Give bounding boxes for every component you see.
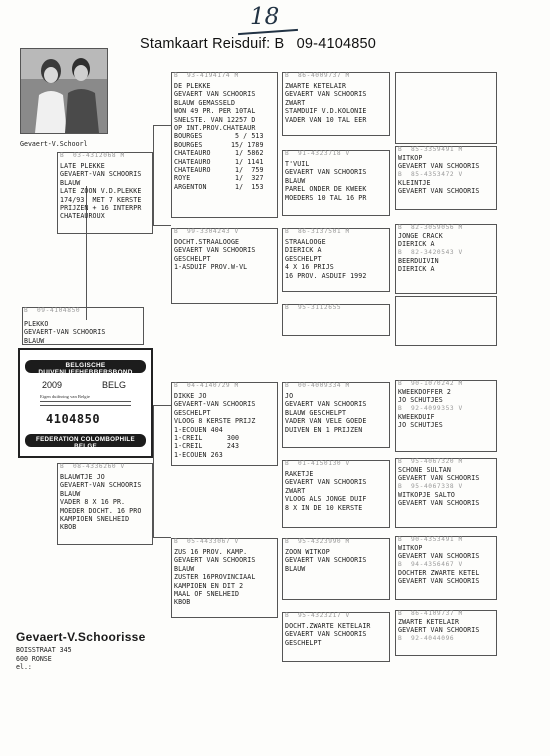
gen3-ring: B 86-4009737 M xyxy=(285,72,350,79)
gen3-line: 8 X IN DE 10 KERSTE xyxy=(285,503,363,512)
gen2-ds-line: 1-CREIL 243 xyxy=(174,442,240,451)
gen4-ring: B 85-3359491 M xyxy=(398,146,463,153)
connector-line xyxy=(153,405,171,406)
gen4-line: KWEEKDOFFER 2 xyxy=(398,388,451,396)
gen3-line: MOEDERS 10 TAL 16 PR xyxy=(285,193,367,202)
gen4-line: WITKOPJE SALTO xyxy=(398,490,455,499)
gen3-line: GEVAERT VAN SCHOORIS xyxy=(285,630,367,639)
gen3-line: 4 X 16 PRIJS xyxy=(285,263,334,272)
gen2-ds-line: GEVAERT-VAN SCHOORIS xyxy=(174,400,256,409)
dam-line: GEVAERT-VAN SCHOORIS xyxy=(60,481,142,490)
gen2-ss-line: CHATEAURO 1/ 1141 xyxy=(174,157,264,166)
gen3-line: STRAALOOGE xyxy=(285,238,326,246)
gen3-line: BLAUW xyxy=(285,176,306,185)
gen3-line: GESCHELPT xyxy=(285,638,322,647)
gen4-line: ZWARTE KETELAIR xyxy=(398,618,460,626)
gen4-line: GEVAERT VAN SCHOORIS xyxy=(398,474,480,483)
sire-line: PRIJZEN + 16 INTERPR xyxy=(60,204,142,212)
gen4-ring: B 90-1070242 M xyxy=(398,380,463,387)
gen2-ds-line: GESCHELPT xyxy=(174,408,211,417)
gen3-line: ZWART xyxy=(285,98,306,107)
gen4-ring: B 92-4099353 V xyxy=(398,404,463,412)
gen3-line: VLOOG ALS JONGE DUIF xyxy=(285,495,367,504)
gen3-ring: B 01-4150130 V xyxy=(285,460,350,467)
gen3-line: GEVAERT VAN SCHOORIS xyxy=(285,400,367,409)
gen2-ss-line: ARGENTON 1/ 153 xyxy=(174,182,264,191)
gen4-line: KLEINTJE xyxy=(398,178,431,187)
gen3-line: GEVAERT VAN SCHOORIS xyxy=(285,168,367,177)
dam-line: BLAUWTJE JO xyxy=(60,473,105,481)
connector-line xyxy=(153,125,154,225)
gen3-line: BLAUW xyxy=(285,564,306,573)
gen4-line: DIERICK A xyxy=(398,240,435,249)
gen2-sd-line: 1-ASDUIF PROV.W-VL xyxy=(174,263,248,272)
gen3-line: GEVAERT VAN SCHOORIS xyxy=(285,478,367,487)
gen3-line: GESCHELPT xyxy=(285,254,322,263)
gen4-box xyxy=(395,72,497,144)
gen3-ring: B 95-3112655 xyxy=(285,304,342,311)
gen3-line: 16 PROV. ASDUIF 1992 xyxy=(285,271,367,280)
gen4-line: KWEEKDUIF xyxy=(398,412,435,421)
gen4-line: GEVAERT VAN SCHOORIS xyxy=(398,552,480,561)
sire-line: CHATEAUROUX xyxy=(60,212,105,221)
gen2-ss-line: ROYE 1/ 327 xyxy=(174,174,264,183)
title-prefix: Stamkaart Reisduif: B xyxy=(140,36,285,52)
gen2-dd-line: ZUS 16 PROV. KAMP. xyxy=(174,548,248,556)
gen2-dd-line: KAMPIOEN EN DIT 2 xyxy=(174,581,244,590)
gen3-line: T'VUIL xyxy=(285,160,310,168)
gen2-ss-ring: B 93-4194174 M xyxy=(174,72,239,79)
gen2-dd-line: ZUSTER 16PROVINCIAAL xyxy=(174,573,256,582)
owner-name: Gevaert-V.Schoorisse xyxy=(16,630,146,644)
sire-line: LATE ZOON V.D.PLEKKE xyxy=(60,187,142,196)
owner-tel: el.: xyxy=(16,663,32,671)
stamp-small-text: Eigen duifnring van Belgie xyxy=(40,394,90,399)
gen2-ss-line: CHATEAURO 1/ 759 xyxy=(174,166,264,174)
gen4-line: JO SCHUTJES xyxy=(398,421,443,430)
gen4-ring: B 90-4353491 M xyxy=(398,536,463,543)
dam-line: KAMPIOEN SNELHEID xyxy=(60,515,130,523)
gen3-line: STAMDUIF V.D.KOLONIE xyxy=(285,107,367,116)
gen3-line: VADER VAN VELE GOEDE xyxy=(285,417,367,426)
title-ring: 09-4104850 xyxy=(296,36,377,52)
gen2-ds-line: VLOOG 8 KERSTE PRIJZ xyxy=(174,417,256,426)
gen3-line: RAKETJE xyxy=(285,470,314,478)
connector-line xyxy=(153,225,171,226)
stamp-top-text: BELGISCHE DUIVENLIEFHEBBERSBOND xyxy=(38,362,133,376)
gen2-dd-line: MAAL OF SNELHEID xyxy=(174,590,240,598)
stamp-year: 2009 xyxy=(42,380,63,390)
dam-line: BLAUW xyxy=(60,489,81,498)
gen4-ring: B 85-4353472 V xyxy=(398,170,463,178)
gen2-sd-ring: B 99-3304243 V xyxy=(174,228,239,235)
gen3-line: ZWARTE KETELAIR xyxy=(285,82,347,90)
gen4-ring: B 86-4109737 M xyxy=(398,610,463,617)
photo-caption: Gevaert-V.Schoorl xyxy=(20,140,88,148)
gen3-line: ZOON WITKOP xyxy=(285,548,330,556)
gen3-line: GEVAERT VAN SCHOORIS xyxy=(285,90,367,99)
stamp-rule xyxy=(40,401,131,402)
gen2-ds-line: 1-CREIL 300 xyxy=(174,434,240,442)
gen2-ss-line: BOURGES 15/ 1789 xyxy=(174,140,264,149)
gen2-ds-ring: B 04-4140729 M xyxy=(174,382,239,389)
gen4-line: GEVAERT VAN SCHOORIS xyxy=(398,626,480,635)
gen2-ds-line: DIKKE JO xyxy=(174,392,207,400)
dam-line: VADER 8 X 16 PR. xyxy=(60,498,126,507)
gen3-line: JO xyxy=(285,392,294,400)
gen4-line: BEERDUIVIN xyxy=(398,256,439,265)
gen3-line: VADER VAN 10 TAL EER xyxy=(285,115,367,124)
gen3-ring: B 95-4323217 V xyxy=(285,612,350,619)
gen4-line: JONGE CRACK xyxy=(398,232,443,240)
stamp-number: 4104850 xyxy=(46,412,101,426)
sire-ring: B 03-4312068 M xyxy=(60,152,125,159)
page-number: 18 xyxy=(250,4,280,30)
owner-block xyxy=(16,630,146,672)
connector-line xyxy=(153,537,171,538)
subject-name: PLEKKO xyxy=(24,320,49,328)
gen4-line: GEVAERT VAN SCHOORIS xyxy=(398,577,480,586)
gen3-ring: B 86-3137501 M xyxy=(285,228,350,235)
gen3-line: DIERICK A xyxy=(285,246,322,255)
gen4-line: DOCHTER ZWARTE KETEL xyxy=(398,568,480,577)
gen3-line: GEVAERT VAN SCHOORIS xyxy=(285,556,367,565)
owner-street: BOISSTRAAT 345 xyxy=(16,646,72,654)
gen3-ring: B 00-4009334 M xyxy=(285,382,350,389)
gen3-line: ZWART xyxy=(285,486,306,495)
gen2-ss-line: BOURGES 5 / 513 xyxy=(174,132,264,141)
gen2-ss-line: WON 49 PR. PER 10TAL xyxy=(174,107,256,116)
sire-line: LATE PLEKKE xyxy=(60,162,105,170)
dam-line: KBOB xyxy=(60,523,77,532)
gen4-line: JO SCHUTJES xyxy=(398,396,443,405)
connector-line xyxy=(153,125,171,126)
gen3-line: PAREL ONDER DE KWEEK xyxy=(285,185,367,194)
gen2-dd-ring: B 05-4433067 V xyxy=(174,538,239,545)
gen4-line: GEVAERT VAN SCHOORIS xyxy=(398,162,480,171)
gen3-ring: B 91-4323718 V xyxy=(285,150,350,157)
dam-ring: B 08-4336260 V xyxy=(60,463,125,470)
connector-line xyxy=(153,405,154,537)
gen4-ring: B 82-3420543 V xyxy=(398,248,463,256)
gen2-dd-line: KBOB xyxy=(174,598,191,607)
gen2-sd-line: DOCHT.STRAALOOGE xyxy=(174,238,240,246)
gen3-line: DUIVEN EN 1 PRIJZEN xyxy=(285,425,363,434)
subject-ring: B 09-4104850 xyxy=(24,307,81,314)
gen2-ds-line: 1-ECOUEN 404 xyxy=(174,425,223,434)
page-title xyxy=(140,36,376,52)
gen2-sd-line: GEVAERT VAN SCHOORIS xyxy=(174,246,256,255)
gen4-line: DIERICK A xyxy=(398,265,435,274)
gen4-ring: B 94-4356467 V xyxy=(398,560,463,568)
gen3-ring: B 95-4323990 M xyxy=(285,538,350,545)
gen4-line: WITKOP xyxy=(398,154,423,162)
sire-line: GEVAERT-VAN SCHOORIS xyxy=(60,170,142,179)
ring-stamp xyxy=(18,348,153,458)
stamp-country: BELG xyxy=(102,380,127,390)
gen2-ss-line: SNELSTE. VAN 12257 D xyxy=(174,115,256,124)
gen2-ss-line: CHATEAURO 1/ 5862 xyxy=(174,149,264,158)
gen2-ss-line: BLAUW GEMASSELD xyxy=(174,98,236,107)
gen2-ss-line: GEVAERT VAN SCHOORIS xyxy=(174,90,256,99)
sire-line: 174/93 MET 7 KERSTE xyxy=(60,195,142,204)
sire-line: BLAUW xyxy=(60,178,81,187)
gen2-ss-line: DE PLEKKE xyxy=(174,82,211,90)
gen4-ring: B 82-3059056 M xyxy=(398,224,463,231)
gen2-sd-line: GESCHELPT xyxy=(174,254,211,263)
gen2-dd-line: GEVAERT VAN SCHOORIS xyxy=(174,556,256,565)
owner-photo xyxy=(20,48,108,134)
gen4-ring: B 95-4067320 M xyxy=(398,458,463,465)
gen4-line: GEVAERT VAN SCHOORIS xyxy=(398,187,480,196)
gen4-ring: B 92-4044096 xyxy=(398,634,455,642)
gen4-line: WITKOP xyxy=(398,544,423,552)
gen3-line: BLAUW GESCHELPT xyxy=(285,408,347,417)
stamp-bottom-text: FEDERATION COLOMBOPHILE BELGE xyxy=(36,436,135,450)
owner-city: 600 RONSE xyxy=(16,654,52,663)
gen2-ds-line: 1-ECOUEN 263 xyxy=(174,450,223,459)
stamp-rule xyxy=(40,405,131,406)
gen4-line: SCHONE SULTAN xyxy=(398,466,451,474)
subject-breeder: GEVAERT-VAN SCHOORIS xyxy=(24,328,106,337)
gen4-line: GEVAERT VAN SCHOORIS xyxy=(398,499,480,508)
gen2-ss-line: OP INT.PROV.CHATEAUR xyxy=(174,124,256,132)
gen4-box xyxy=(395,296,497,346)
dam-line: MOEDER DOCHT. 16 PRO xyxy=(60,506,142,515)
owner-photo-image xyxy=(21,49,107,133)
subject-color: BLAUW xyxy=(24,336,45,345)
gen2-dd-line: BLAUW xyxy=(174,564,195,573)
gen4-ring: B 95-4067338 V xyxy=(398,482,463,490)
gen3-line: DOCHT.ZWARTE KETELAIR xyxy=(285,622,371,630)
